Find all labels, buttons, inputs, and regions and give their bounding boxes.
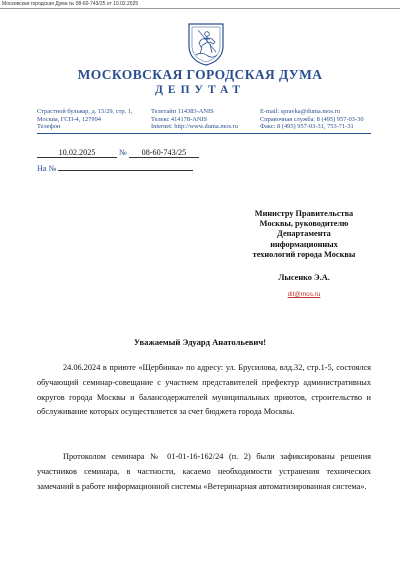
reference-label: На №	[37, 164, 57, 173]
header-divider	[0, 8, 400, 9]
addressee-line: Департамента	[277, 229, 331, 239]
contacts-telecom	[151, 108, 238, 131]
contacts-reference	[260, 108, 364, 131]
contacts-line: Телетайп 114383-ANIS	[151, 108, 214, 115]
running-header: Московская городская Дума № 08-60-743/25 от 10.02.2025	[2, 1, 139, 7]
registration-date: 10.02.2025	[37, 148, 117, 158]
reference-line	[37, 164, 193, 173]
salutation: Уважаемый Эдуард Анатольевич!	[133, 337, 267, 347]
body-paragraph: 24.06.2024 в приюте «Щербинка» по адресу: ул. Брусилова, влд.32, стр.1-5, состоялся обучающий семинар-совещание с участием представителей префектур административных округов города Москвы и балансодержателей муниципальных приютов, строительство и обслуживание которых осуществляется за счет бюджета города Москвы.	[37, 363, 371, 417]
contacts-address	[37, 108, 133, 131]
contacts-line: Факс: 8 (495) 957-03-31, 753-71-31	[260, 123, 354, 131]
contacts-line: Телекс 414178-ANIS	[151, 115, 208, 123]
contacts-line: E-mail: spravka@duma.mos.ru	[260, 108, 340, 115]
addressee-name: Лысенко Э.А.	[278, 273, 330, 282]
organization-title: МОСКОВСКАЯ ГОРОДСКАЯ ДУМА	[77, 67, 323, 82]
organization-subtitle: ДЕПУТАТ	[154, 84, 246, 96]
contacts-line: Телефон	[37, 123, 61, 131]
addressee-block	[236, 209, 372, 260]
addressee-line: технологий города Москвы	[252, 249, 356, 259]
addressee-email-link[interactable]: dit@mos.ru	[287, 291, 321, 298]
addressee-line: Москвы, руководителю	[259, 219, 349, 229]
moscow-coat-of-arms-icon	[186, 22, 226, 66]
contacts-line: Москва, ГСП-4, 127994	[37, 115, 101, 123]
registration-number: 08-60-743/25	[129, 148, 199, 158]
addressee-line: Министру Правительства	[254, 209, 354, 218]
reference-value	[58, 170, 193, 171]
letterhead-divider	[37, 133, 371, 134]
body-paragraph: Протоколом семинара № 01-01-16-162/24 (п. 2) были зафиксированы решения участников семинара, в частности, касаемо необходимости устранения технических замечаний в работе информационной системы «Ветеринарная автоматизированная система».	[37, 452, 371, 491]
contacts-line: Internet: http://www.duma.mos.ru	[151, 123, 238, 131]
registration-number-label: №	[119, 148, 127, 157]
addressee-line: информационных	[270, 239, 338, 249]
contacts-line: Страстной бульвар, д. 15/29, стр. 1,	[37, 108, 133, 115]
contacts-line: Справочная служба: 8 (495) 957-03-30	[260, 115, 364, 123]
registration-line	[37, 148, 199, 158]
